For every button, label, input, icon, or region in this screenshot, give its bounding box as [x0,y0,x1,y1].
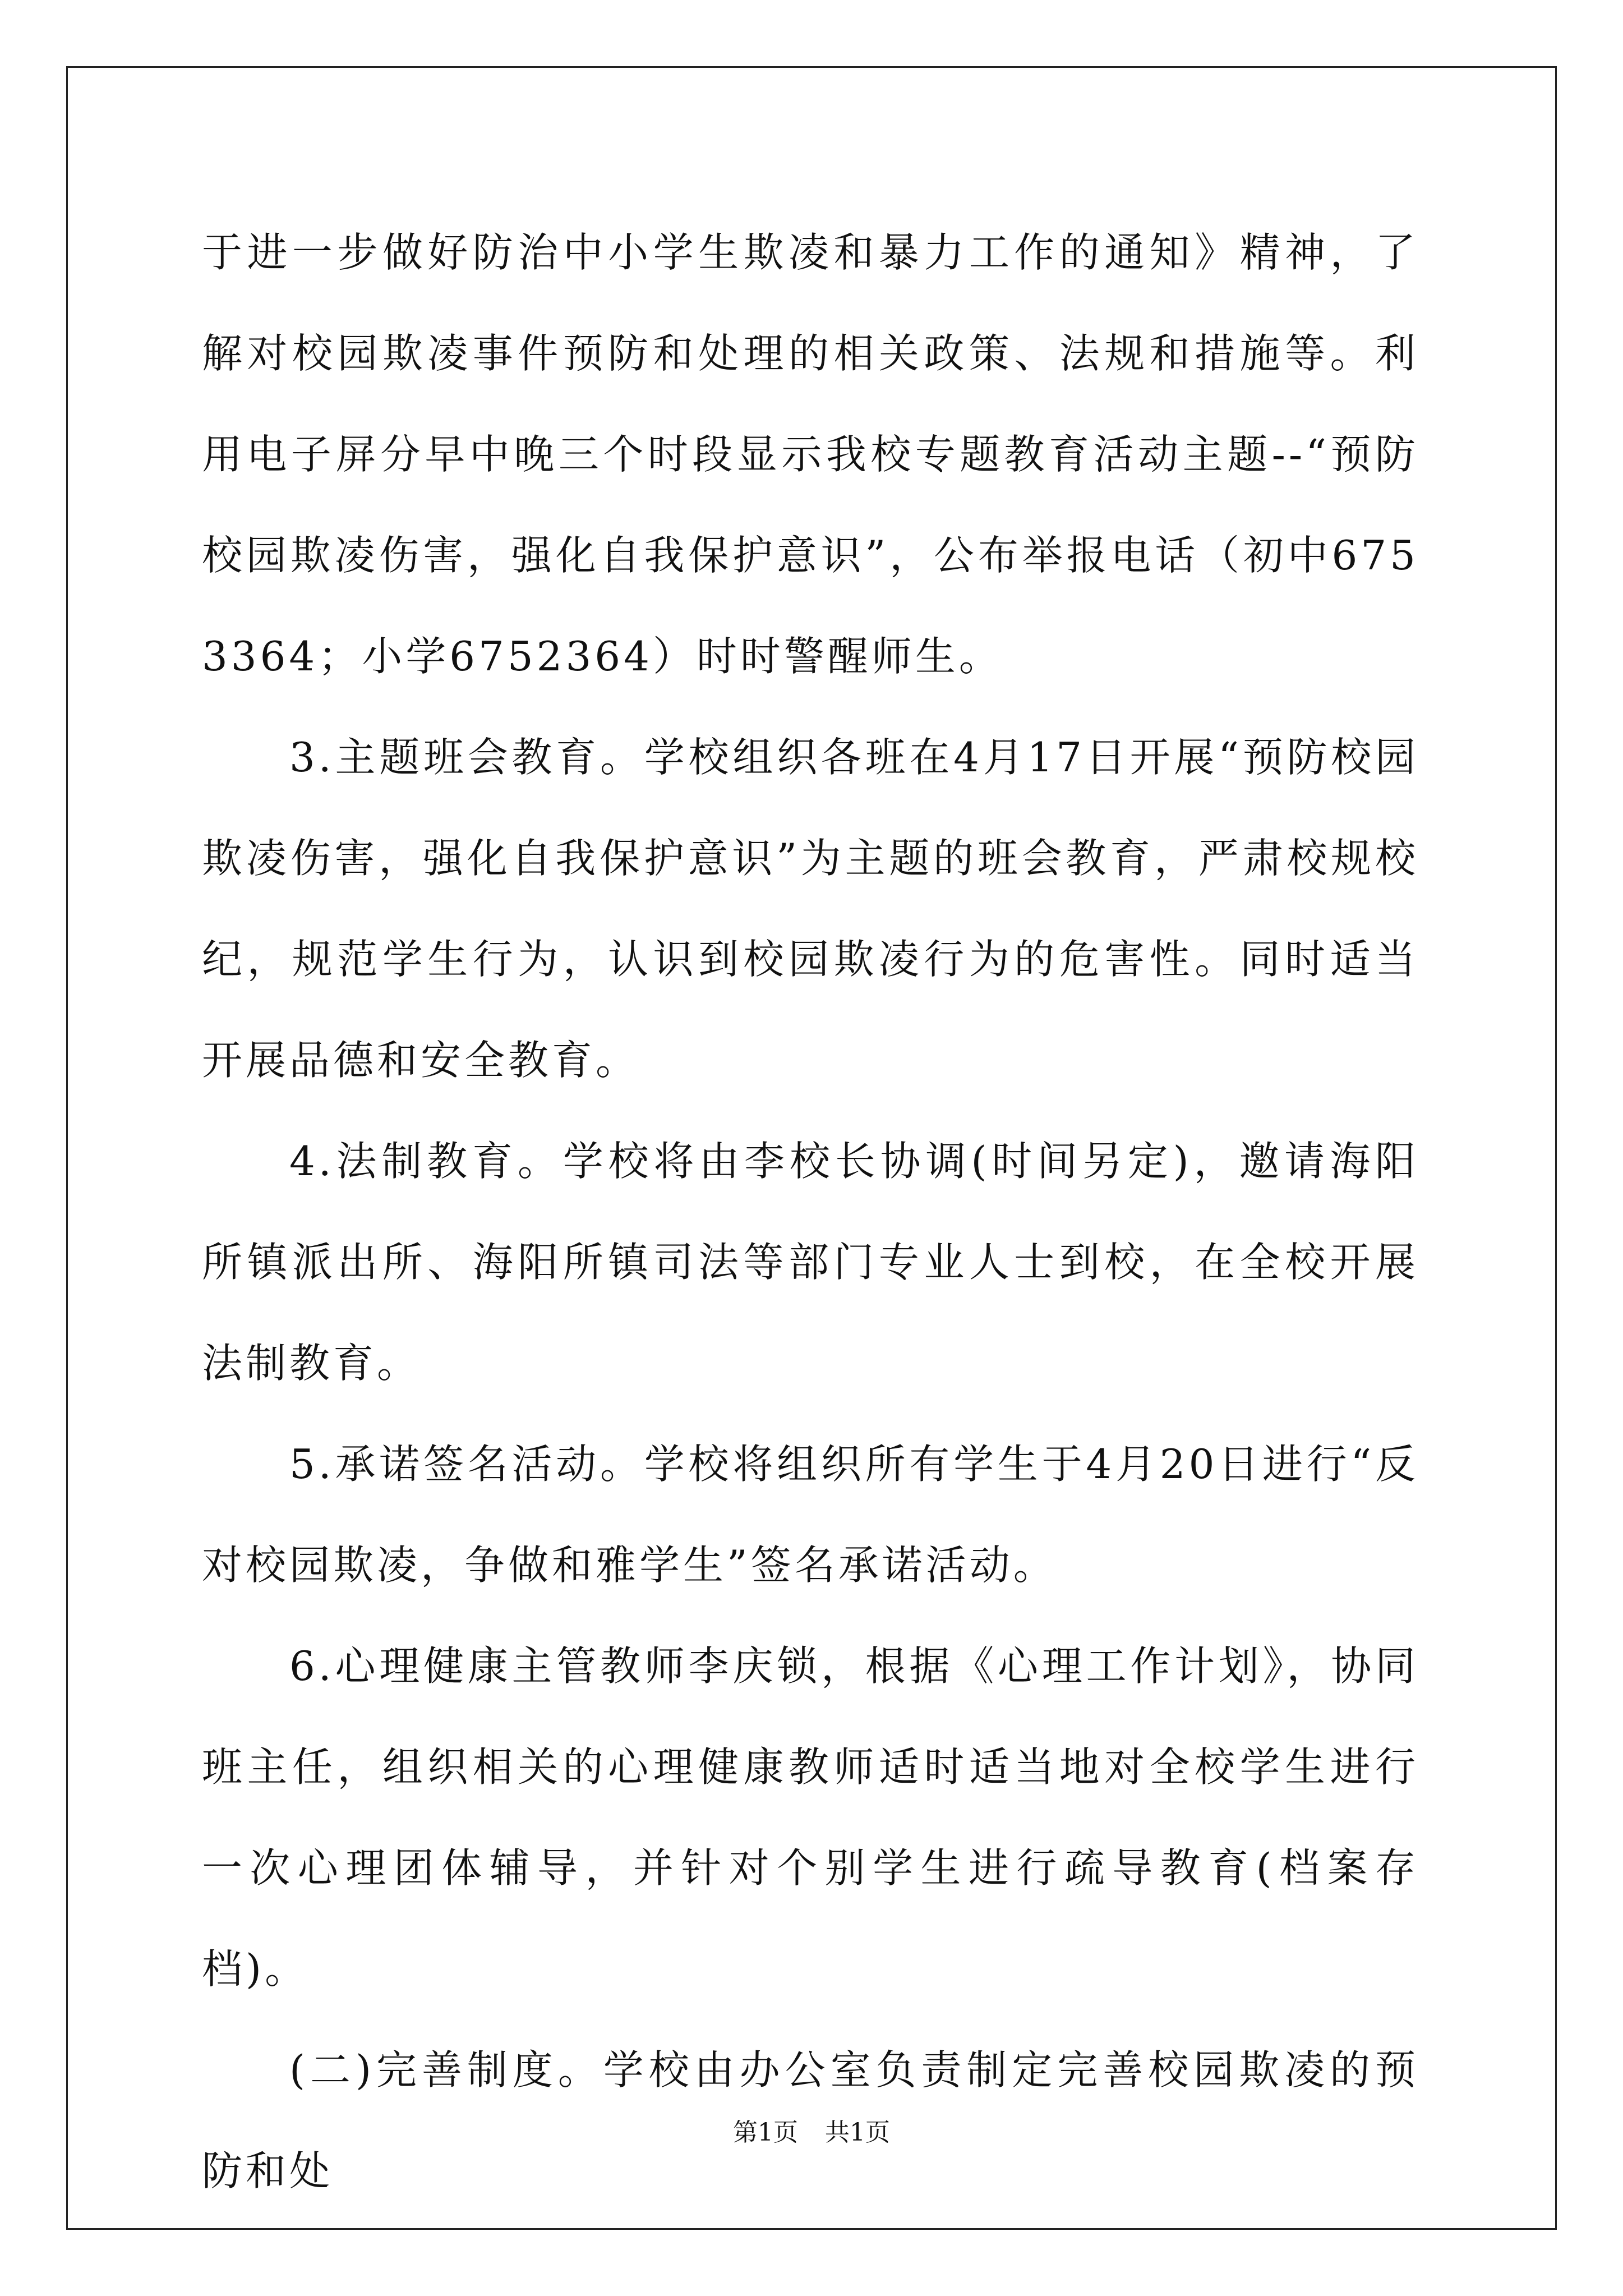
page-total: 共1页 [825,2118,890,2147]
page-footer [0,2112,1623,2148]
paragraph: 4.法制教育。学校将由李校长协调(时间另定)，邀请海阳所镇派出所、海阳所镇司法等部门专业人士到校，在全校开展法制教育。 [202,1138,1419,1387]
paragraph: 于进一步做好防治中小学生欺凌和暴力工作的通知》精神，了解对校园欺凌事件预防和处理的相关政策、法规和措施等。利用电子屏分早中晚三个时段显示我校专题教育活动主题--“预防校园欺凌伤害，强化自我保护意识”，公布举报电话（初中6753364；小学6752364）时时警醒师生。 [202,229,1419,680]
paragraph: 5.承诺签名活动。学校将组织所有学生于4月20日进行“反对校园欺凌，争做和雅学生”签名承诺活动。 [202,1441,1419,1589]
document-body [202,202,1419,2221]
paragraph: 6.心理健康主管教师李庆锁，根据《心理工作计划》，协同班主任，组织相关的心理健康教师适时适当地对全校学生进行一次心理团体辅导，并针对个别学生进行疏导教育(档案存档)。 [202,1642,1419,1993]
paragraph: (二)完善制度。学校由办公室负责制定完善校园欺凌的预防和处 [202,2046,1419,2194]
page-number: 第1页 [733,2118,798,2147]
paragraph: 3.主题班会教育。学校组织各班在4月17日开展“预防校园欺凌伤害，强化自我保护意识”为主题的班会教育，严肃校规校纪，规范学生行为，认识到校园欺凌行为的危害性。同时适当开展品德和安全教育。 [202,734,1419,1084]
